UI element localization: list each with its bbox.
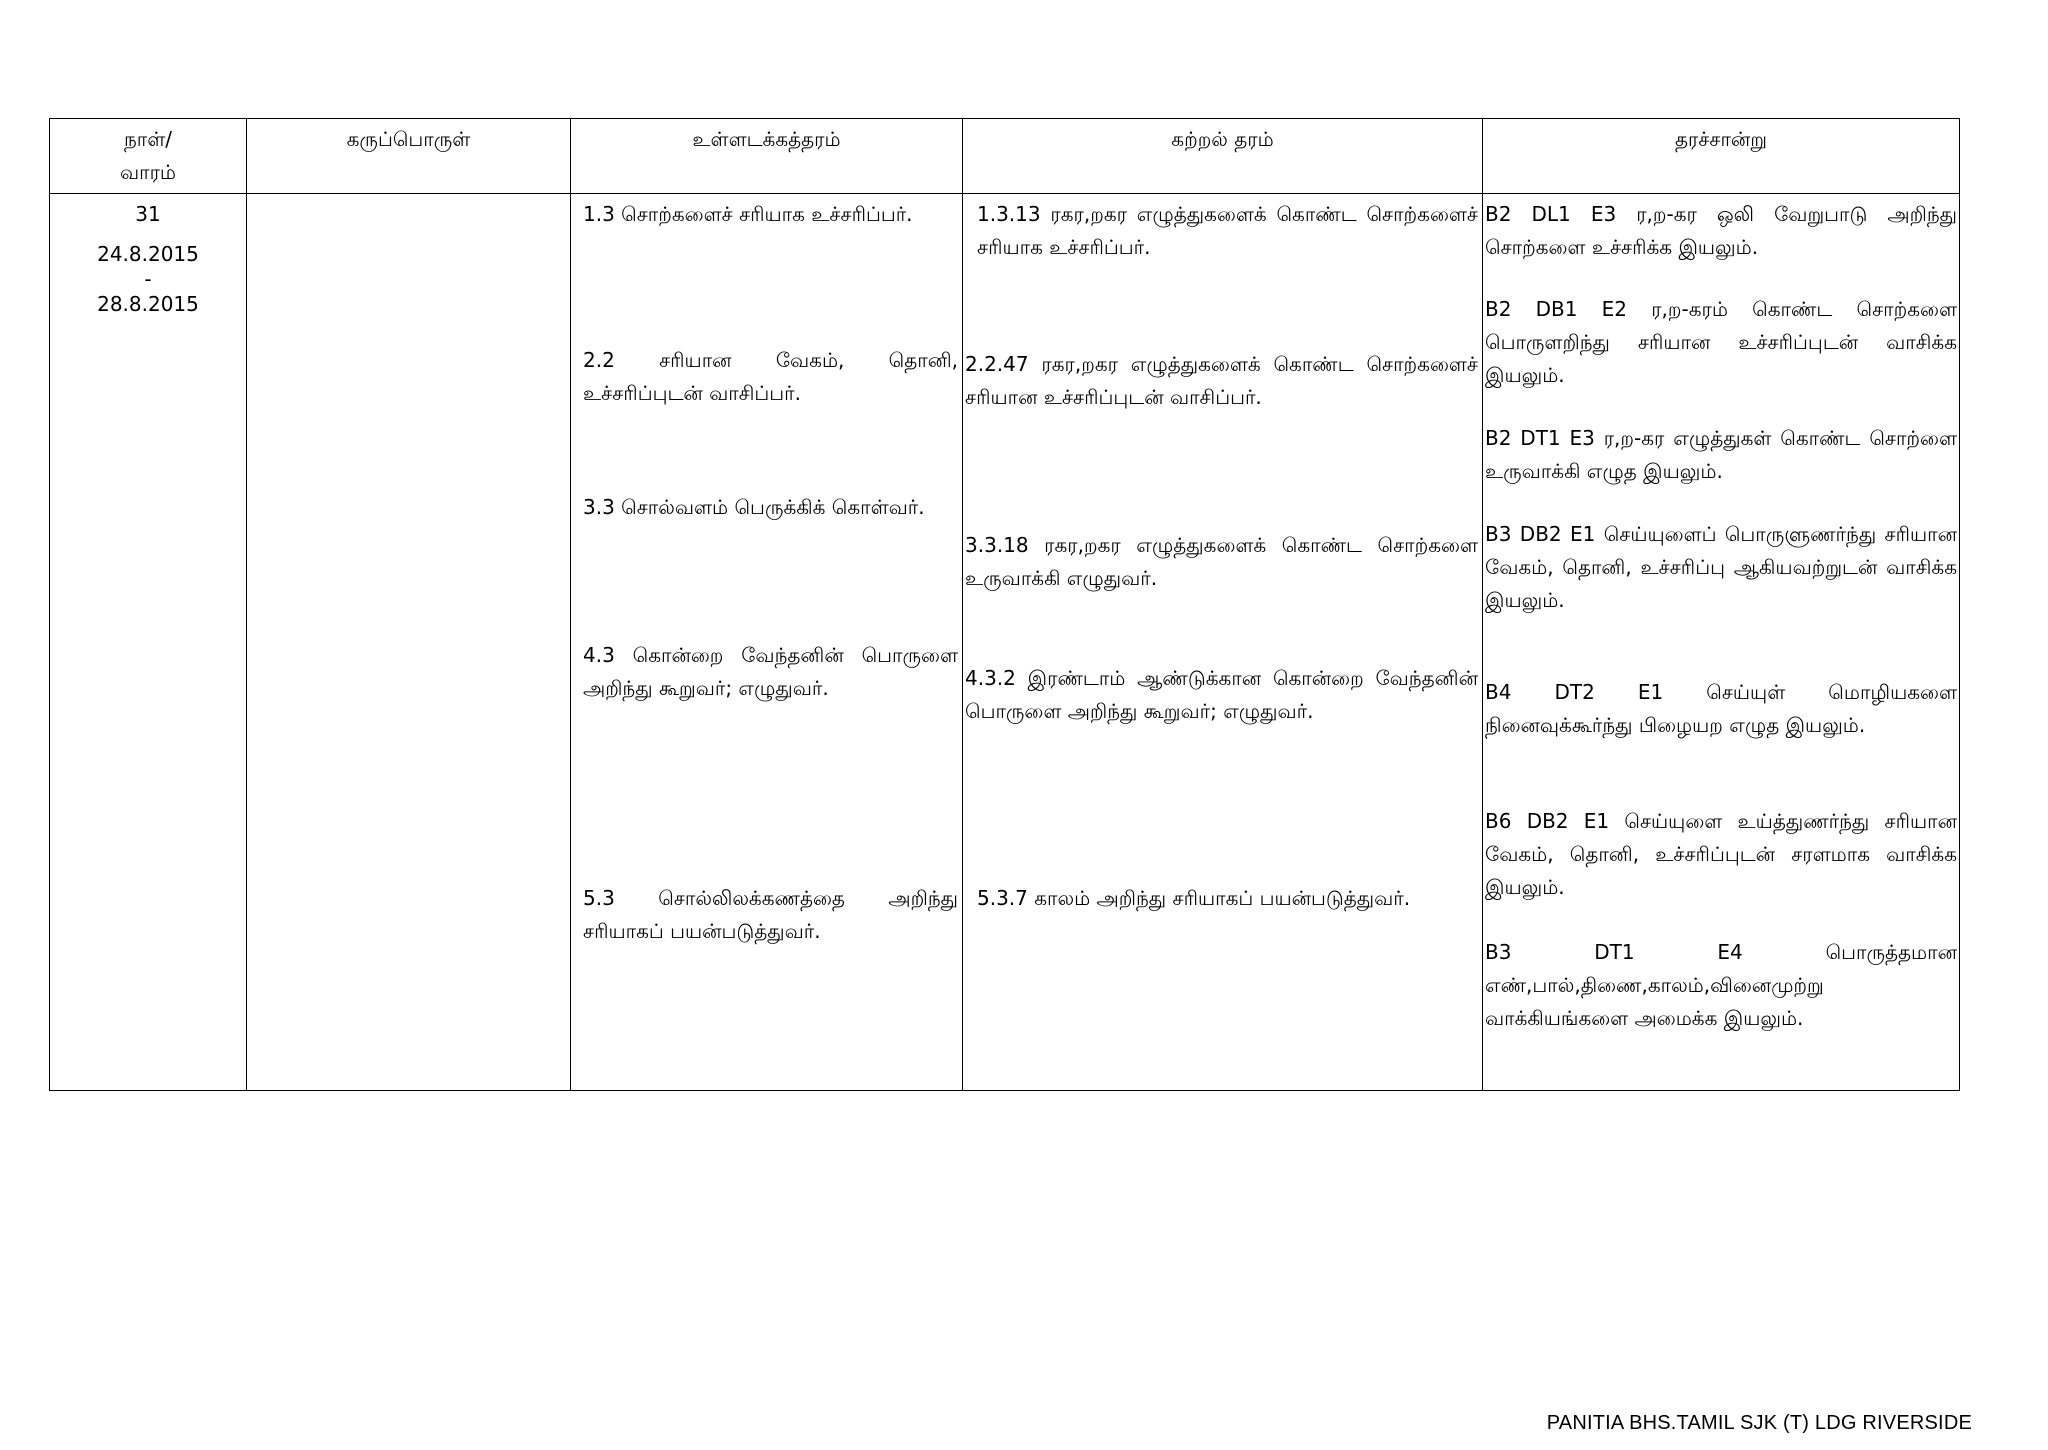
theme-cell	[247, 194, 571, 1091]
header-theme: கருப்பொருள்	[247, 119, 571, 194]
header-learning-standard: கற்றல் தரம்	[963, 119, 1483, 194]
performance-standard-item: B3 DB2 E1 செய்யுளைப் பொருளுணர்ந்து சரியான வேகம், தொனி, உச்சரிப்பு ஆகியவற்றுடன் வாசிக்க இயலும்.	[1485, 522, 1957, 612]
performance-standard-item: B3 DT1 E4 பொருத்தமான எண்,பால்,திணை,காலம்,வினைமுற்று வாக்கியங்களை அமைக்க இயலும்.	[1485, 940, 1957, 1030]
header-content-standard: உள்ளடக்கத்தரம்	[571, 119, 963, 194]
content-standard-item: 5.3 சொல்லிலக்கணத்தை அறிந்து சரியாகப் பயன்படுத்துவர்.	[583, 886, 958, 943]
performance-standard-item: B6 DB2 E1 செய்யுளை உய்த்துணர்ந்து சரியான வேகம், தொனி, உச்சரிப்புடன் சரளமாக வாசிக்க இயலும்.	[1485, 809, 1957, 899]
week-start-date: 24.8.2015	[97, 242, 199, 266]
learning-standard-item: 5.3.7 காலம் அறிந்து சரியாகப் பயன்படுத்துவர்.	[977, 886, 1411, 910]
learning-standard-item: 3.3.18 ரகர,றகர எழுத்துகளைக் கொண்ட சொற்களை உருவாக்கி எழுதுவர்.	[965, 533, 1478, 590]
header-day-label: நாள்/	[123, 127, 173, 151]
performance-standard-cell	[1483, 194, 1960, 1091]
content-standard-cell	[571, 194, 963, 1091]
performance-standard-item: B2 DT1 E3 ர,ற-கர எழுத்துகள் கொண்ட சொற்ளை உருவாக்கி எழுத இயலும்.	[1485, 426, 1957, 483]
page-footer: PANITIA BHS.TAMIL SJK (T) LDG RIVERSIDE	[1546, 1412, 1972, 1434]
header-week-label: வாரம்	[119, 160, 176, 184]
performance-standard-item: B4 DT2 E1 செய்யுள் மொழியகளை நினைவுக்கூர்ந்து பிழையற எழுத இயலும்.	[1485, 680, 1957, 737]
week-number: 31	[135, 202, 161, 226]
performance-standard-item: B2 DL1 E3 ர,ற-கர ஒலி வேறுபாடு அறிந்து சொற்களை உச்சரிக்க இயலும்.	[1485, 202, 1957, 259]
content-standard-item: 2.2 சரியான வேகம், தொனி, உச்சரிப்புடன் வாசிப்பர்.	[583, 348, 958, 405]
week-end-date: 28.8.2015	[97, 292, 199, 316]
lesson-plan-table	[49, 118, 1960, 1091]
learning-standard-item: 4.3.2 இரண்டாம் ஆண்டுக்கான கொன்றை வேந்தனின் பொருளை அறிந்து கூறுவர்; எழுதுவர்.	[965, 666, 1478, 723]
content-standard-item: 1.3 சொற்களைச் சரியாக உச்சரிப்பர்.	[583, 202, 913, 226]
header-day-week	[50, 119, 247, 194]
content-standard-item: 3.3 சொல்வளம் பெருக்கிக் கொள்வர்.	[583, 495, 925, 519]
week-cell	[50, 194, 247, 1091]
content-standard-item: 4.3 கொன்றை வேந்தனின் பொருளை அறிந்து கூறுவர்; எழுதுவர்.	[583, 643, 958, 700]
learning-standard-cell	[963, 194, 1483, 1091]
week-date-separator: -	[144, 267, 152, 291]
header-row	[50, 119, 1960, 194]
performance-standard-item: B2 DB1 E2 ர,ற-கரம் கொண்ட சொற்களை பொருளறிந்து சரியான உச்சரிப்புடன் வாசிக்க இயலும்.	[1485, 297, 1957, 387]
table-row	[50, 194, 1960, 1091]
learning-standard-item: 1.3.13 ரகர,றகர எழுத்துகளைக் கொண்ட சொற்களைச் சரியாக உச்சரிப்பர்.	[977, 202, 1478, 259]
learning-standard-item: 2.2.47 ரகர,றகர எழுத்துகளைக் கொண்ட சொற்களைச் சரியான உச்சரிப்புடன் வாசிப்பர்.	[965, 352, 1478, 409]
header-performance-standard: தரச்சான்று	[1483, 119, 1960, 194]
